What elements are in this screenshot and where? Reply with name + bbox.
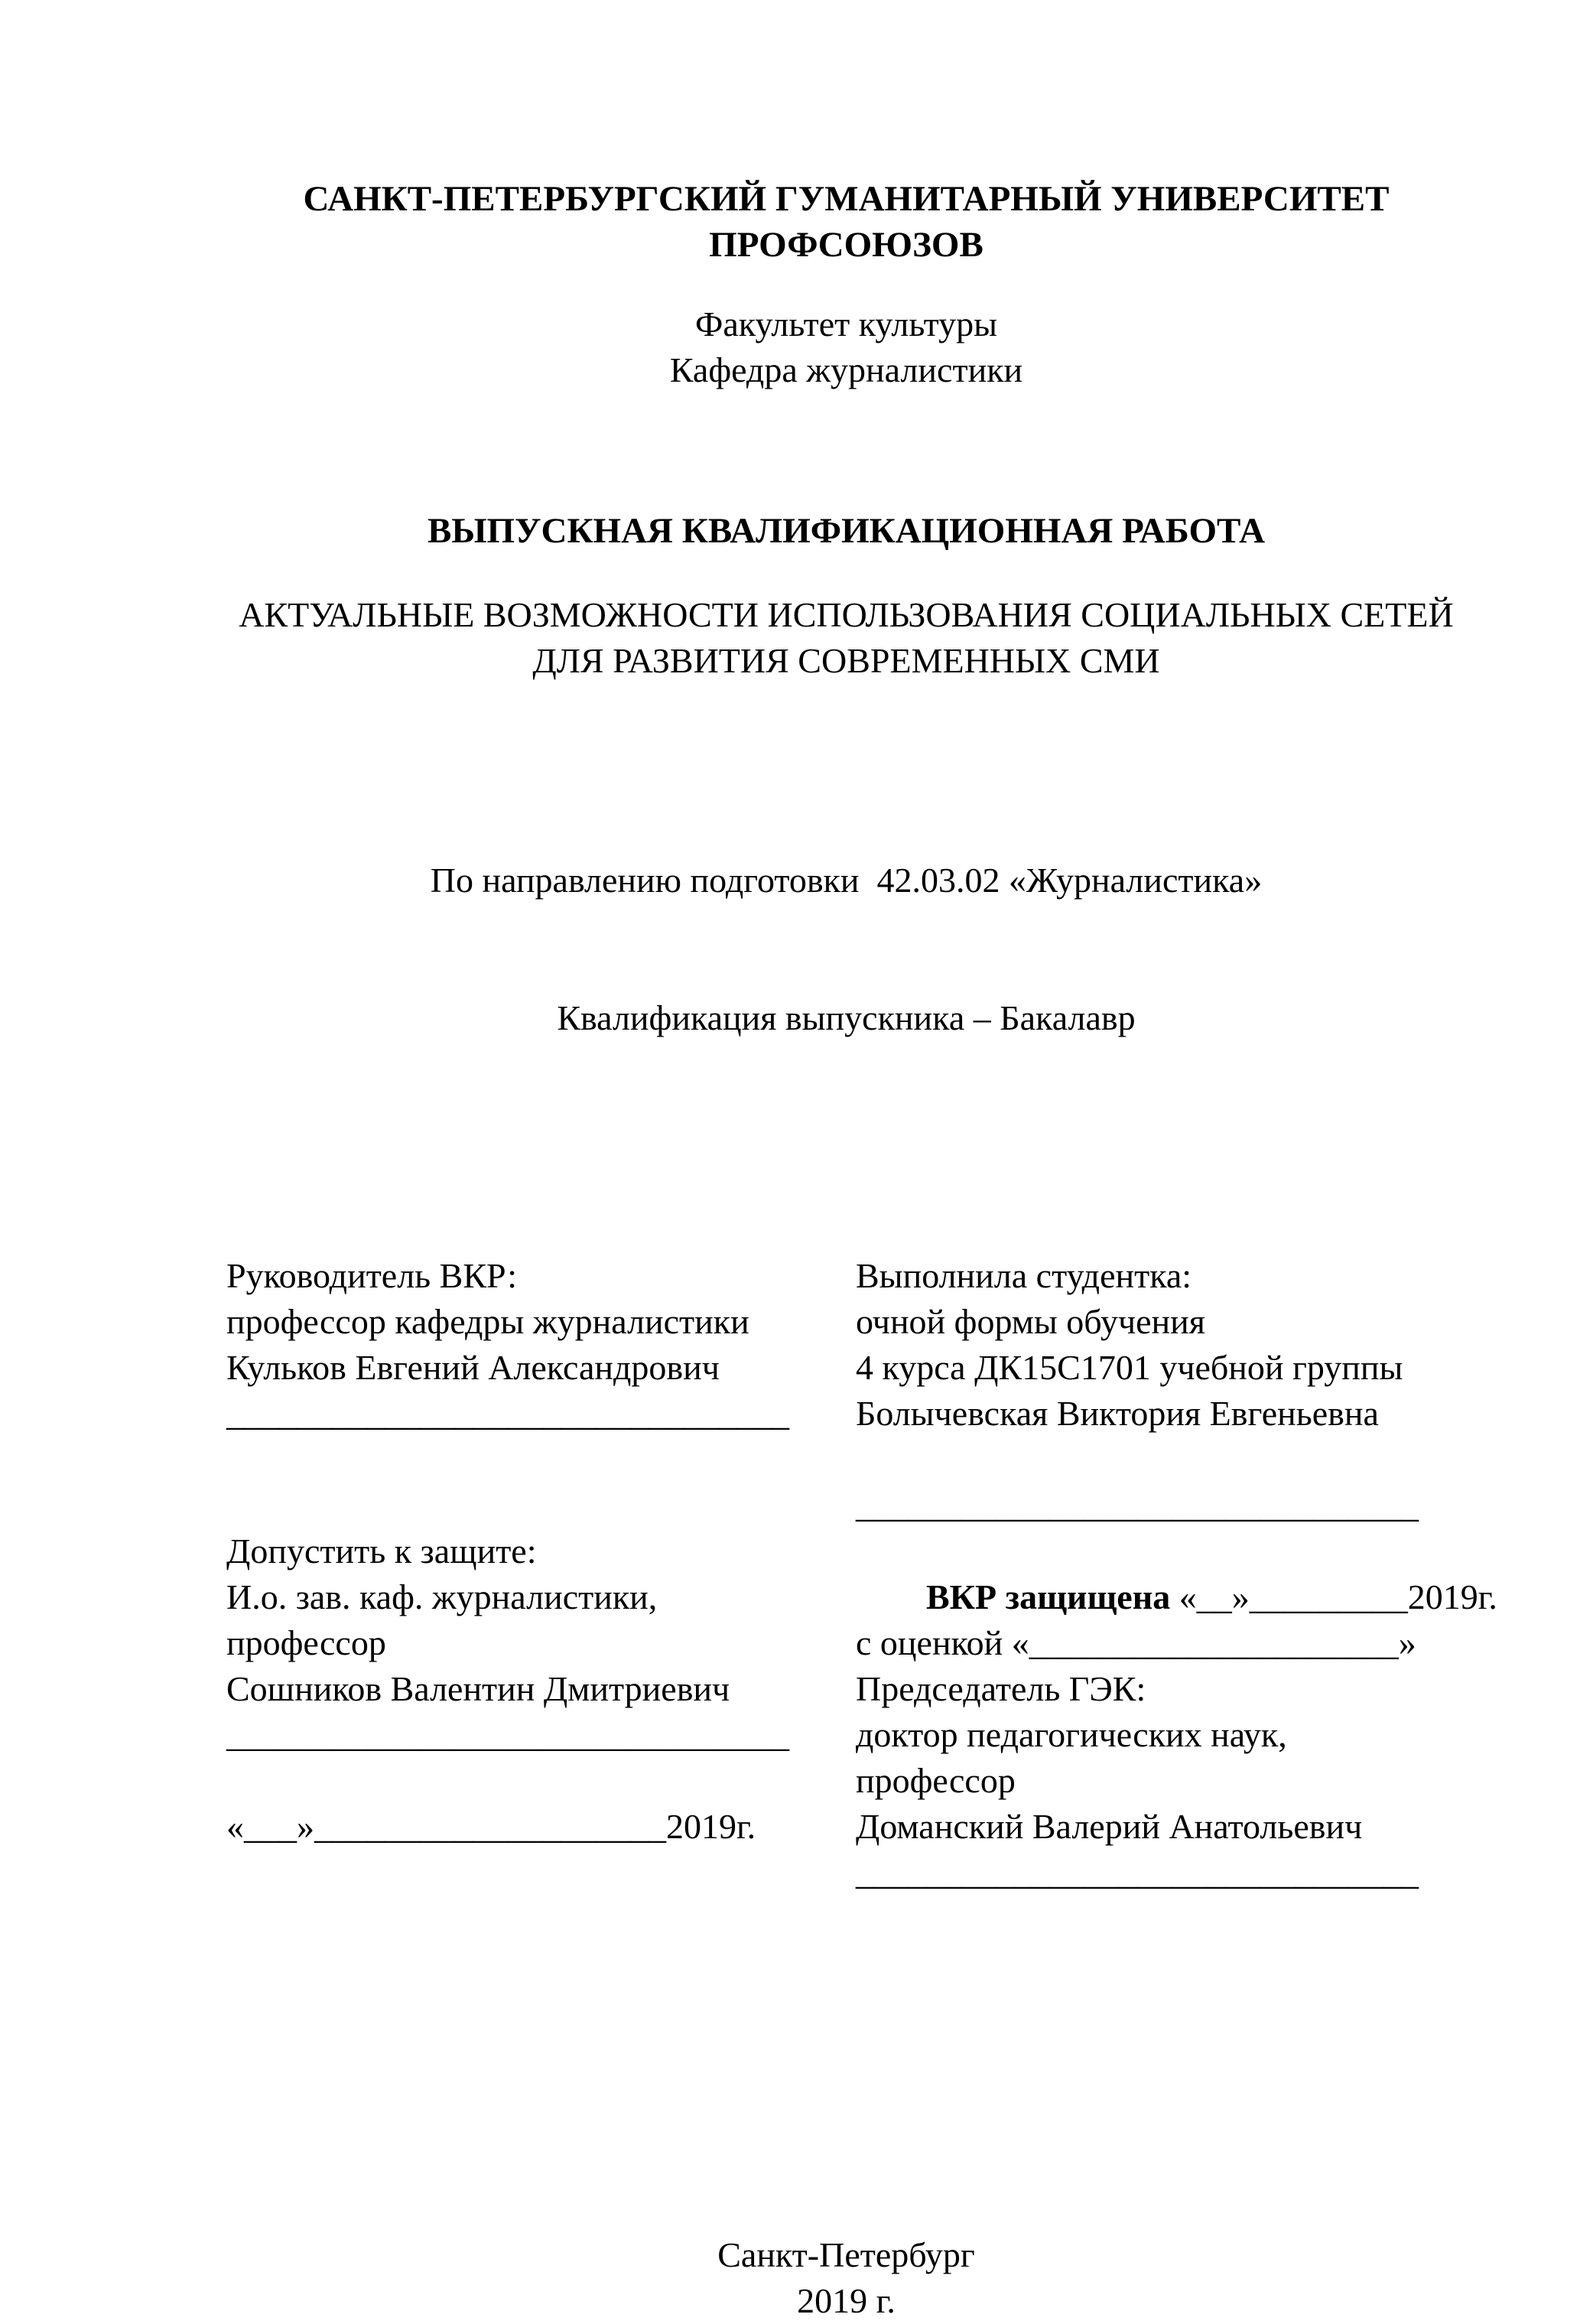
blank-line <box>226 1483 856 1528</box>
footer-city: Санкт-Петербург <box>717 2235 975 2274</box>
supervisor-label: Руководитель ВКР: <box>226 1256 518 1295</box>
university-name: САНКТ-ПЕТЕРБУРГСКИЙ ГУМАНИТАРНЫЙ УНИВЕРСИТЕТ ПРОФСОЮЗОВ <box>303 179 1399 265</box>
student-signature-line: ________________________________ <box>856 1486 1419 1525</box>
admit-name: Сошников Валентин Дмитриевич <box>226 1669 730 1708</box>
chairman-label: Председатель ГЭК: <box>856 1669 1146 1708</box>
supervisor-position: профессор кафедры журналистики <box>226 1302 749 1341</box>
supervisor-name: Кульков Евгений Александрович <box>226 1348 720 1387</box>
signatures-right-column <box>856 1253 1497 1896</box>
faculty-block <box>226 301 1466 393</box>
footer-block <box>226 2232 1466 2324</box>
blank-line <box>856 1437 1497 1483</box>
signatures-section <box>226 1253 1497 1896</box>
defended-date-blank: «__»_________2019г. <box>1170 1577 1497 1616</box>
grade-line: с оценкой «_____________________» <box>856 1623 1416 1662</box>
admit-label: Допустить к защите: <box>226 1531 537 1570</box>
admit-date-line: «___»____________________2019г. <box>226 1807 756 1846</box>
faculty-name: Факультет культуры <box>695 304 997 343</box>
defended-line <box>856 1528 1497 1616</box>
signatures-left-column <box>226 1253 856 1896</box>
program-block <box>226 766 1466 1133</box>
supervisor-signature-line: ________________________________ <box>226 1394 789 1433</box>
admit-position-line2: профессор <box>226 1623 386 1662</box>
student-name: Болычевская Виктория Евгеньевна <box>856 1394 1379 1433</box>
chairman-signature-line: ________________________________ <box>856 1853 1419 1892</box>
chairman-degree: доктор педагогических наук, <box>856 1715 1287 1754</box>
program-direction: По направлению подготовки 42.03.02 «Журналистика» <box>430 861 1263 900</box>
qualification-line: Квалификация выпускника – Бакалавр <box>557 998 1136 1037</box>
admit-signature-line: ________________________________ <box>226 1715 789 1754</box>
blank-line <box>226 1437 856 1483</box>
department-name: Кафедра журналистики <box>669 350 1023 389</box>
admit-position-line1: И.о. зав. каф. журналистики, <box>226 1577 658 1616</box>
defended-label: ВКР защищена <box>926 1577 1171 1616</box>
footer-year: 2019 г. <box>797 2281 896 2320</box>
work-type-heading: ВЫПУСКНАЯ КВАЛИФИКАЦИОННАЯ РАБОТА <box>427 511 1266 551</box>
student-label: Выполнила студентка: <box>856 1256 1192 1295</box>
student-group: 4 курса ДК15С1701 учебной группы <box>856 1348 1403 1387</box>
chairman-position: профессор <box>856 1761 1016 1800</box>
blank-line <box>226 1850 856 1896</box>
chairman-name: Доманский Валерий Анатольевич <box>856 1807 1363 1846</box>
thesis-title: АКТУАЛЬНЫЕ ВОЗМОЖНОСТИ ИСПОЛЬЗОВАНИЯ СОЦИАЛЬНЫХ СЕТЕЙ ДЛЯ РАЗВИТИЯ СОВРЕМЕННЫХ СМИ <box>239 595 1463 680</box>
student-form: очной формы обучения <box>856 1302 1205 1341</box>
blank-line <box>226 1758 856 1804</box>
